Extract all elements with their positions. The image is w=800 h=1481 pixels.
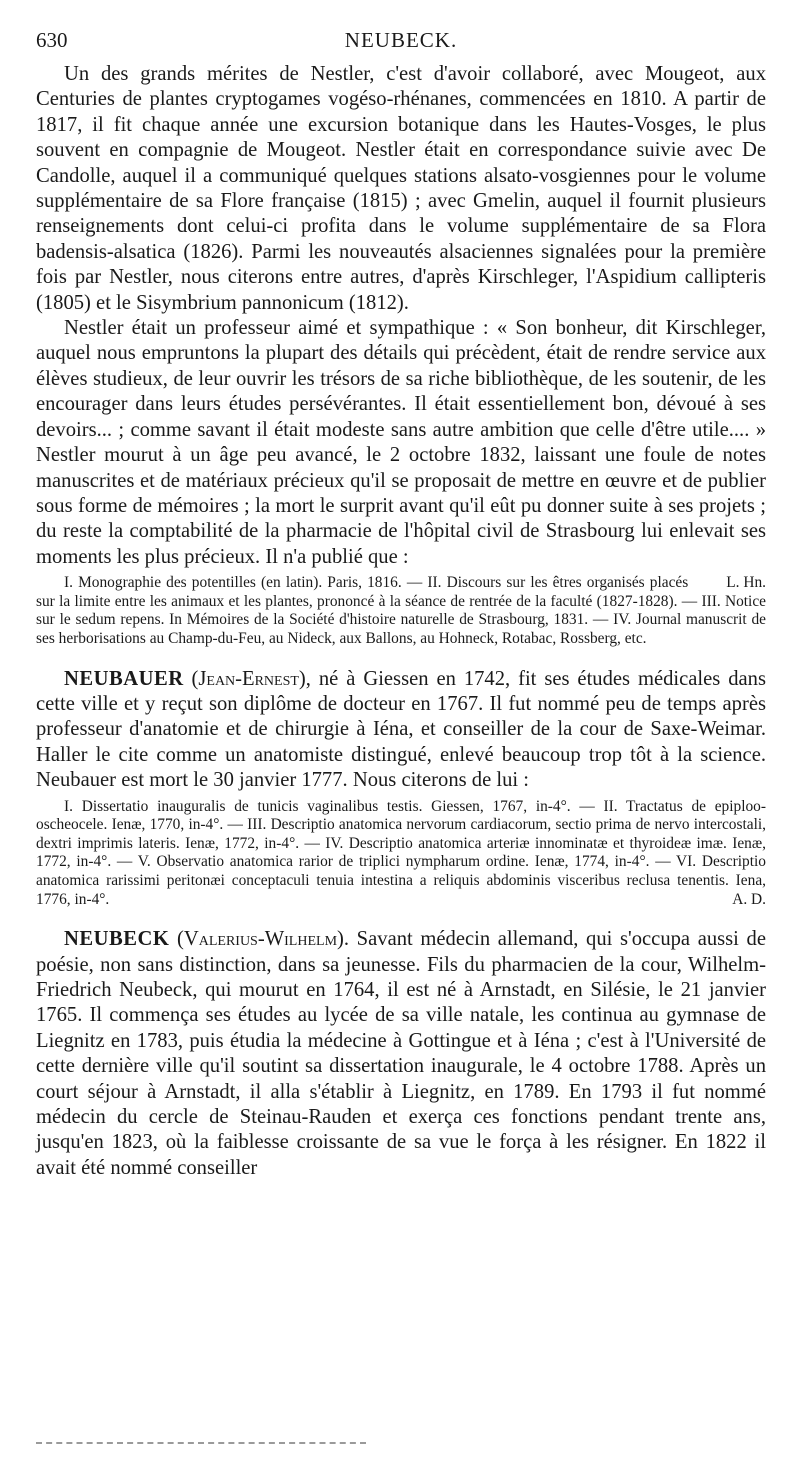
- neubauer-bibliography-text: I. Dissertatio inauguralis de tunicis vaginalibus testis. Giessen, 1767, in-4°. — II. Tractatus de epiploo-oscheocele. Ienæ, 1770, in-4°. — III. Descriptio anatomica nervorum cardiacorum, sectio prima de nervo intercostali, dextri imprimis lateris. Ienæ, 1772, in-4°. — IV. Descriptio anatomica arteriæ innominatæ et thyroideæ imæ. Ienæ, 1772, in-4°. — V. Observatio anatomica rarior de triplici nympharum ordine. Ienæ, 1774, in-4°. — VI. Descriptio anatomica rarissimi peritonæi conceptaculi tenuia intestina a reliquis abdominis visceribus reclusa tenentis. Iena, 1776, in-4°.: [36, 797, 766, 908]
- neubauer-headword: NEUBAUER: [64, 667, 184, 690]
- nestler-paragraph-2: Nestler était un professeur aimé et sympathique : « Son bonheur, dit Kirschleger, auquel nous empruntons la plupart des détails qui précèdent, était de rendre service aux élèves studieux, de leur ouvrir les trésors de sa riche bibliothèque, de les soutenir, de les encourager dans leurs études persévérantes. Il était essentiellement bon, dévoué à ses devoirs... ; comme savant il était modeste sans autre ambition que celle d'être utile.... » Nestler mourut à un âge peu avancé, le 2 octobre 1832, laissant une foule de notes manuscrites et de matériaux précieux qu'il se proposait de mettre en œuvre et de publier sous forme de mémoires ; la mort le surprit avant qu'il eût pu donner suite à ses projets ; du reste la comptabilité de la pharmacie de l'hôpital civil de Strasbourg lui enlevait ses moments les plus précieux. Il n'a publié que :: [36, 317, 766, 568]
- nestler-paragraph-1: Un des grands mérites de Nestler, c'est d'avoir collaboré, avec Mougeot, aux Centuries de plantes cryptogames vogéso-rhénanes, commencées en 1810. A partir de 1817, il fit chaque année une excursion botanique dans les Hautes-Vosges, le plus souvent en compagnie de Mougeot. Nestler était en correspondance suivie avec De Candolle, auquel il a communiqué quelques stations alsato-vosgiennes pour le volume supplémentaire de sa Flore française (1815) ; avec Gmelin, auquel il fournit plusieurs renseignements dont celui-ci profita dans le volume supplémentaire de sa Flora badensis-alsatica (1826). Parmi les nouveautés alsaciennes signalées pour la première fois par Nestler, nous citerons entre autres, d'après Kirschleger, l'Aspidium callipteris (1805) et le Sisymbrium pannonicum (1812).: [36, 63, 766, 314]
- neubauer-given-names: (Jean-Ernest): [191, 667, 306, 690]
- neubauer-paragraph: [36, 667, 766, 794]
- neubeck-headword: NEUBECK: [64, 928, 170, 951]
- neubeck-given-names: (Valerius-Wilhelm): [177, 928, 344, 951]
- nestler-signature: L. Hn.: [726, 574, 766, 592]
- neubauer-signature: A. D.: [732, 890, 766, 908]
- neubeck-paragraph: [36, 927, 766, 1181]
- entry-neubeck: [36, 927, 766, 1181]
- neubeck-text: . Savant médecin allemand, qui s'occupa aussi de poésie, non sans distinction, dans sa jeunesse. Fils du pharmacien de la cour, Wilhelm-Friedrich Neubeck, qui mourut en 1764, il est né à Arnstadt, en Silésie, le 21 janvier 1765. Il commença ses études au lycée de sa ville natale, les continua au gymnase de Liegnitz en 1783, puis étudia la médecine à Gottingue et à Iéna ; c'est à l'Université de cette dernière ville qu'il soutint sa dissertation inaugurale, le 4 octobre 1788. Après un court séjour à Arnstadt, il alla s'établir à Liegnitz, en 1789. En 1793 il fut nommé médecin du cercle de Steinau-Rauden et exerça ces fonctions pendant trente ans, jusqu'en 1823, où la faiblesse croissante de sa vue le força à les résigner. En 1822 il avait été nommé conseiller: [36, 928, 766, 1179]
- nestler-bibliography: [36, 574, 766, 648]
- neubauer-bibliography: [36, 798, 766, 910]
- nestler-bibliography-text: I. Monographie des potentilles (en latin). Paris, 1816. — II. Discours sur les êtres organisés placés sur la limite entre les animaux et les plantes, prononcé à la séance de rentrée de la faculté (1827-1828). — III. Notice sur le sedum repens. In Mémoires de la Société d'histoire naturelle de Strasbourg, 1831. — IV. Journal manuscrit de ses herborisations au Champ-du-Feu, au Nideck, aux Ballons, au Hohneck, Rotabac, Rossberg, etc.: [36, 574, 766, 647]
- footer-rule: [36, 1442, 366, 1444]
- page-header: [36, 28, 766, 62]
- entry-neubauer: [36, 667, 766, 910]
- neubauer-text: , né à Giessen en 1742, fit ses études médicales dans cette ville et y reçut son diplôme de docteur en 1767. Il fut nommé peu de temps après professeur d'anatomie et de chirurgie à Iéna, et conseiller de la cour de Saxe-Weimar. Haller le cite comme un anatomiste distingué, enlevé beaucoup trop tôt à la science. Neubauer est mort le 30 janvier 1777. Nous citerons de lui :: [36, 667, 766, 792]
- document-page: [36, 28, 766, 1181]
- running-title: NEUBECK.: [344, 28, 458, 52]
- page-number: 630: [36, 28, 68, 52]
